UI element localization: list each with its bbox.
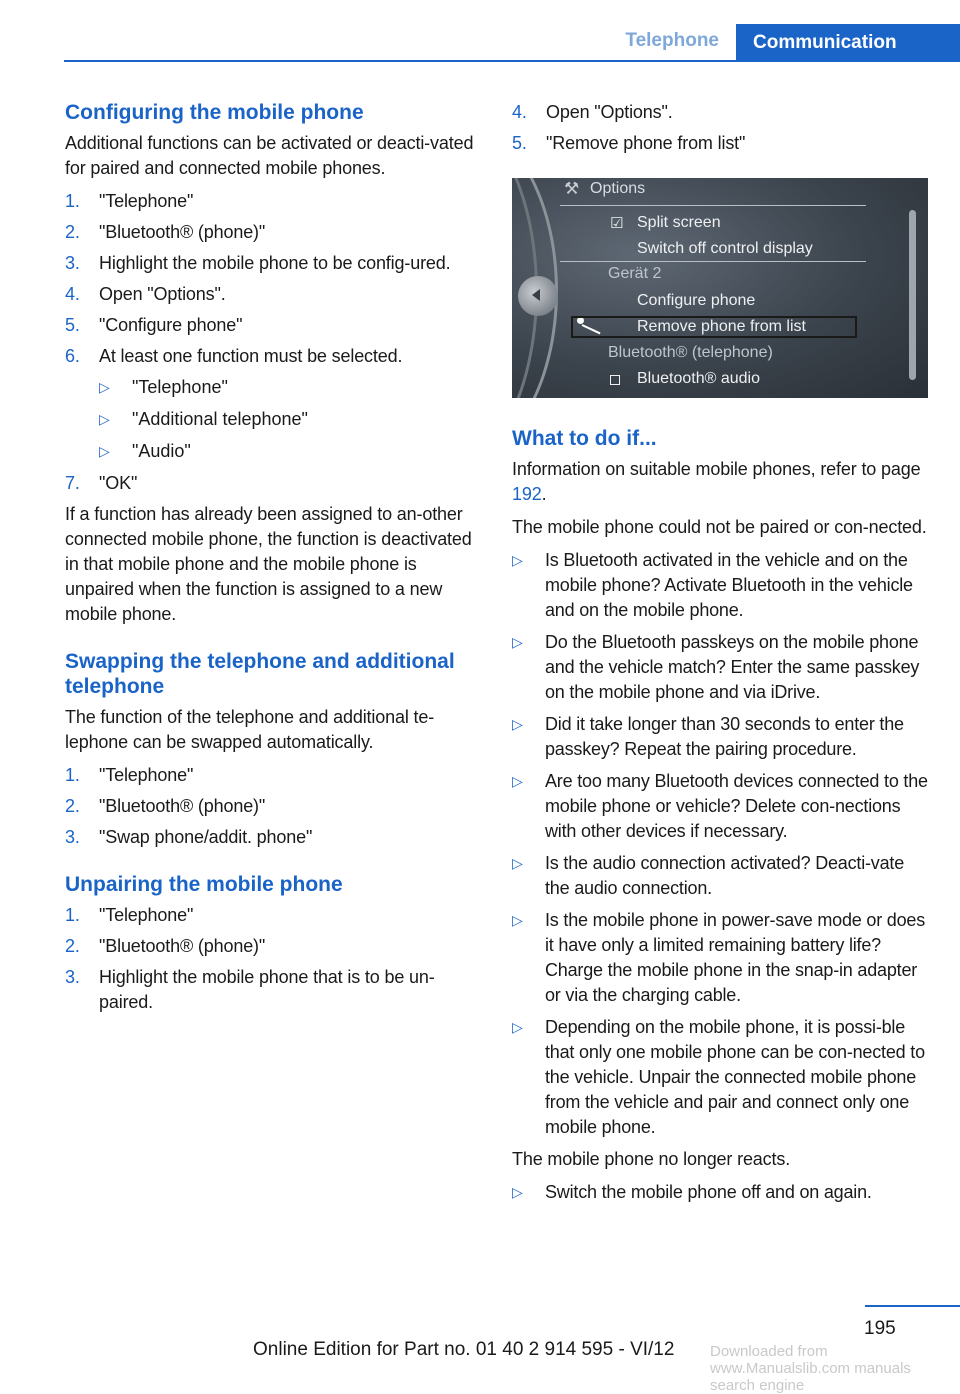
whatif-info [512,457,930,507]
footer-rule [865,1305,960,1307]
menu-group-label: Bluetooth® (telephone) [608,344,773,361]
triangle-right-icon: ▷ [99,443,110,459]
list-item [65,344,483,369]
scrollbar [909,210,916,380]
swap-heading: Swapping the telephone and additional telephone [65,650,455,698]
step-number: 3. [65,253,80,273]
unpair-heading: Unpairing the mobile phone [65,873,343,896]
whatif-not-paired: The mobile phone could not be paired or con‐nected. [512,517,927,537]
left-column [65,100,483,1021]
step-text: "OK" [99,473,138,493]
substep-text: "Telephone" [132,377,228,397]
swap-intro: The function of the telephone and additional te‐lephone can be swapped automatically. [65,707,435,752]
configure-intro: Additional functions can be activated or deacti‐vated for paired and connected mobile phones. [65,133,474,178]
list-item [65,471,483,496]
step-number: 2. [65,936,80,956]
configure-substeps [65,375,483,464]
step-text: Highlight the mobile phone to be config‐ured. [99,253,451,273]
step-text: "Bluetooth® (phone)" [99,796,266,816]
list-item [65,282,483,307]
step-number: 2. [65,222,80,242]
step-text: Highlight the mobile phone that is to be un‐paired. [99,967,435,1012]
bullet-text: Is the audio connection activated? Deacti‐vate the audio connection. [545,853,905,898]
menu-divider [560,205,866,206]
list-item [512,908,930,1008]
configure-steps [65,189,483,369]
whatif-no-react-bullets [512,1180,930,1205]
step-number: 4. [512,102,527,122]
check-icon: ☑ [610,215,624,232]
triangle-right-icon: ▷ [512,552,523,568]
step-text: "Telephone" [99,191,194,211]
header-section-title: Telephone [625,30,719,51]
list-item [512,131,930,156]
step-number: 1. [65,191,80,211]
substep-text: "Additional telephone" [132,409,308,429]
whatif-info-text: Information on suitable mobile phones, refer to page [512,459,921,479]
step-text: "Bluetooth® (phone)" [99,936,266,956]
unpair-steps [65,903,483,1015]
list-item [512,1180,930,1205]
watermark: Downloaded from www.Manualslib.com manuals search engine [710,1343,911,1394]
list-item [99,375,483,400]
page-number: 195 [864,1318,896,1339]
whatif-heading: What to do if... [512,427,657,450]
menu-item: Configure phone [637,292,756,309]
menu-title: Options [590,180,646,197]
list-item [65,189,483,214]
checkbox-icon [610,375,620,385]
menu-item: Split screen [637,214,721,231]
step-number: 6. [65,346,80,366]
step-text: "Swap phone/addit. phone" [99,827,313,847]
bullet-text: Do the Bluetooth passkeys on the mobile phone and the vehicle match? Enter the same passkey on the mobile phone and via iDrive. [545,632,920,702]
swap-steps [65,763,483,850]
triangle-right-icon: ▷ [512,855,523,871]
substep-text: "Audio" [132,441,191,461]
menu-item: Bluetooth® audio [637,370,760,387]
bullet-text: Is Bluetooth activated in the vehicle and on the mobile phone? Activate Bluetooth in the vehicle and on the mobile phone. [545,550,913,620]
list-item [512,100,930,125]
list-item [65,965,483,1015]
menu-divider [560,261,866,262]
step-number: 5. [65,315,80,335]
page-link[interactable]: 192 [512,484,542,504]
tools-icon: ⚒ [564,179,580,198]
step-number: 2. [65,796,80,816]
header-chapter-tab: Communication [736,24,960,62]
menu-group-label: Gerät 2 [608,265,662,282]
menu-item-highlighted: Remove phone from list [637,318,806,335]
triangle-right-icon: ▷ [512,1184,523,1200]
arrow-left-icon [532,289,540,301]
step-number: 3. [65,967,80,987]
list-item [512,769,930,844]
list-item [512,630,930,705]
edition-line: Online Edition for Part no. 01 40 2 914 595 - VI/12 [253,1339,675,1360]
step-number: 1. [65,765,80,785]
menu-item: Switch off control display [637,240,813,257]
bullet-text: Are too many Bluetooth devices connected to the mobile phone or vehicle? Delete con‐nections with other devices if necessary. [545,771,928,841]
step-number: 5. [512,133,527,153]
list-item [512,851,930,901]
right-column [512,100,930,1212]
configure-heading: Configuring the mobile phone [65,101,364,124]
bullet-text: Depending on the mobile phone, it is possi‐ble that only one mobile phone can be con‐nected to the vehicle. Unpair the connected mobile phone from the vehicle and pair and connect only one mobile phone. [545,1017,925,1137]
list-item [99,407,483,432]
triangle-right-icon: ▷ [512,1019,523,1035]
step-text: "Remove phone from list" [546,133,746,153]
step-text: "Configure phone" [99,315,243,335]
step-number: 4. [65,284,80,304]
whatif-bullets [512,548,930,1140]
list-item [512,712,930,762]
list-item [65,825,483,850]
list-item [65,251,483,276]
step-number: 7. [65,473,80,493]
idrive-options-screenshot [512,178,928,398]
triangle-right-icon: ▷ [99,411,110,427]
list-item [512,548,930,623]
triangle-right-icon: ▷ [512,912,523,928]
list-item [65,313,483,338]
triangle-right-icon: ▷ [512,773,523,789]
step-number: 1. [65,905,80,925]
step-number: 3. [65,827,80,847]
triangle-right-icon: ▷ [99,379,110,395]
list-item [65,763,483,788]
list-item [65,903,483,928]
step-text: At least one function must be selected. [99,346,403,366]
bullet-text: Did it take longer than 30 seconds to enter the passkey? Repeat the pairing procedure. [545,714,904,759]
step-text: "Telephone" [99,905,194,925]
list-item [512,1015,930,1140]
step-text: "Bluetooth® (phone)" [99,222,266,242]
list-item [65,794,483,819]
header-rule [64,60,960,62]
list-item [65,934,483,959]
list-item [99,439,483,464]
triangle-right-icon: ▷ [512,716,523,732]
whatif-no-react: The mobile phone no longer reacts. [512,1149,791,1169]
list-item [65,220,483,245]
unpair-steps-continued [512,100,930,156]
step-text: Open "Options". [546,102,673,122]
triangle-right-icon: ▷ [512,634,523,650]
bullet-text: Switch the mobile phone off and on again. [545,1182,872,1202]
bullet-text: Is the mobile phone in power-save mode or does it have only a limited remaining battery life? Charge the mobile phone in the snap-in adapter or via the charging cable. [545,910,926,1005]
whatif-info-end: . [541,484,547,504]
configure-note: If a function has already been assigned to an‐other connected mobile phone, the function is deactivated in that mobile phone and the mobile phone is unpaired when the function is assigned to a new mobile phone. [65,504,472,624]
step-text: Open "Options". [99,284,226,304]
step-text: "Telephone" [99,765,194,785]
